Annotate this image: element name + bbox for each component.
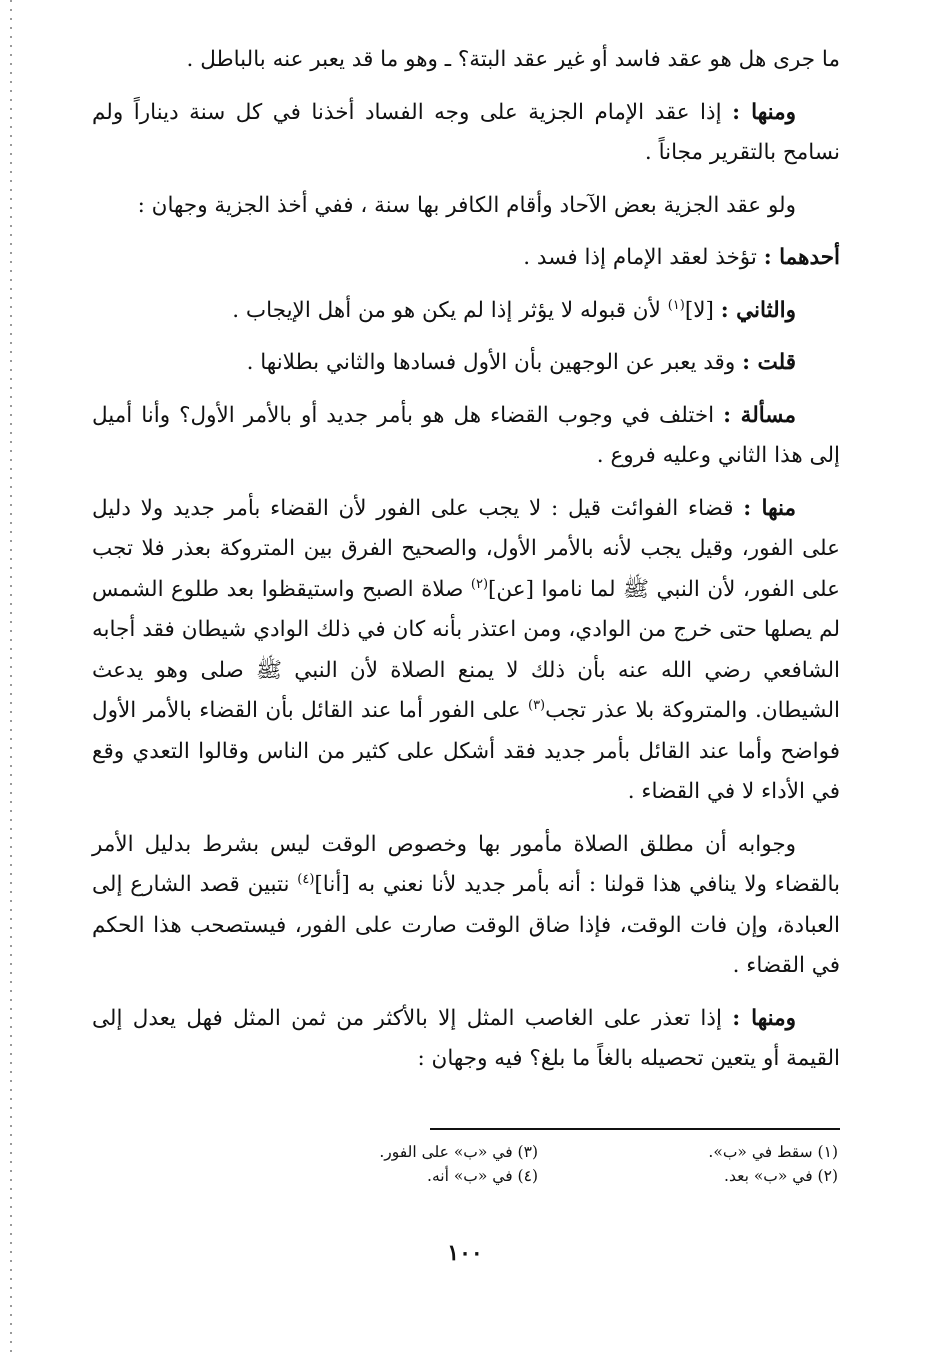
footnote-ref: (٢) [470, 576, 489, 592]
footnote-ref: (٤) [297, 871, 315, 887]
paragraph-term: منها : [743, 495, 796, 521]
paragraph-text-cont: لأن قبوله لا يؤثر إذا لم يكن هو من أهل الإيجاب . [232, 297, 668, 323]
footnote-ref: (١) [667, 297, 685, 313]
paragraph-1 [92, 40, 840, 81]
footnotes [278, 1140, 838, 1188]
footnote-ref: (٣) [527, 697, 546, 713]
paragraph-text-cont: على الفور أما عند القائل بأن القضاء بالأمر الأول فواضح وأما عند القائل بأمر جديد فقد أشكل على كثير من الناس وقالوا التعدي وقع في الأداء لا في القضاء . [92, 698, 840, 804]
footnote-2: (٢) في «ب» بعد. [724, 1167, 838, 1185]
footnote-4: (٤) في «ب» أنه. [427, 1167, 538, 1185]
main-text [92, 40, 840, 1092]
paragraph-text: ما جرى هل هو عقد فاسد أو غير عقد البتة؟ ـ وهو ما قد يعبر عنه بالباطل . [186, 47, 840, 72]
paragraph-term: أحدهما : [763, 245, 840, 270]
paragraph-text: اختلف في وجوب القضاء هل هو بأمر جديد أو بالأمر الأول؟ وأنا أميل إلى هذا الثاني وعليه فروع . [92, 402, 840, 468]
paragraph-3 [92, 186, 840, 227]
paragraph-7 [92, 396, 840, 477]
paragraph-term: ومنها : [732, 99, 796, 125]
footnote-1: (١) سقط في «ب». [708, 1143, 838, 1161]
paragraph-text: وقد يعبر عن الوجهين بأن الأول فسادها والثاني بطلانها . [246, 350, 743, 375]
paragraph-term: والثاني : [720, 297, 796, 323]
paragraph-text: وجوابه أن مطلق الصلاة مأمور بها وخصوص الوقت ليس بشرط بدليل الأمر بالقضاء ولا ينافي هذا قولنا : أنه بأمر جديد لأنا نعني به [أنا] [92, 831, 840, 897]
paragraph-text: إذا عقد الإمام الجزية على وجه الفساد أخذنا في كل سنة ديناراً ولم نسامح بالتقرير مجاناً . [92, 99, 840, 165]
footnote-3: (٣) في «ب» على الفور. [379, 1143, 538, 1161]
paragraph-text: [لا] [684, 297, 721, 323]
footnote-divider [430, 1128, 840, 1130]
paragraph-9 [92, 825, 840, 987]
paragraph-text-cont: نتبين قصد الشارع إلى العبادة، وإن فات الوقت، فإذا ضاق الوقت صارت على الفور، فيستصحب هذا الحكم في القضاء . [92, 872, 840, 978]
paragraph-6 [92, 343, 840, 384]
paragraph-term: ومنها : [732, 1005, 796, 1031]
paragraph-text: إذا تعذر على الغاصب المثل إلا بالأكثر من ثمن المثل فهل يعدل إلى القيمة أو يتعين تحصيله بالغاً ما بلغ؟ فيه وجهان : [92, 1005, 840, 1071]
paragraph-text: قضاء الفوائت قيل : لا يجب على الفور لأن القضاء بأمر جديد ولا دليل على الفور، وقيل يجب لأنه بالأمر الأول، والصحيح الفرق بين المتروكة بعذر فلا تجب على الفور، لأن النبي ﷺ لما ناموا [عن] [92, 495, 840, 602]
paragraph-8 [92, 489, 840, 813]
paragraph-2 [92, 93, 840, 174]
page-number: ١٠٠ [447, 1240, 483, 1266]
paragraph-term: مسألة : [723, 402, 796, 428]
paragraph-text: تؤخذ لعقد الإمام إذا فسد . [523, 245, 764, 270]
scan-edge-dots [10, 0, 12, 1354]
paragraph-10 [92, 999, 840, 1080]
paragraph-term: قلت : [742, 350, 796, 375]
paragraph-5 [92, 291, 840, 332]
paragraph-4 [92, 238, 840, 279]
paragraph-text: ولو عقد الجزية بعض الآحاد وأقام الكافر بها سنة ، ففي أخذ الجزية وجهان : [137, 192, 796, 218]
paragraph-text-cont: صلاة الصبح واستيقظوا بعد طلوع الشمس لم يصلها حتى خرج من الوادي، ومن اعتذر بأنه كان في ذلك الوادي شيطان فقد أجابه الشافعي رضي الله عنه بأن ذلك لا يمنع الصلاة لأن النبي ﷺ صلى وهو يدعث الشيطان. والمتروكة بلا عذر تجب [92, 576, 840, 723]
